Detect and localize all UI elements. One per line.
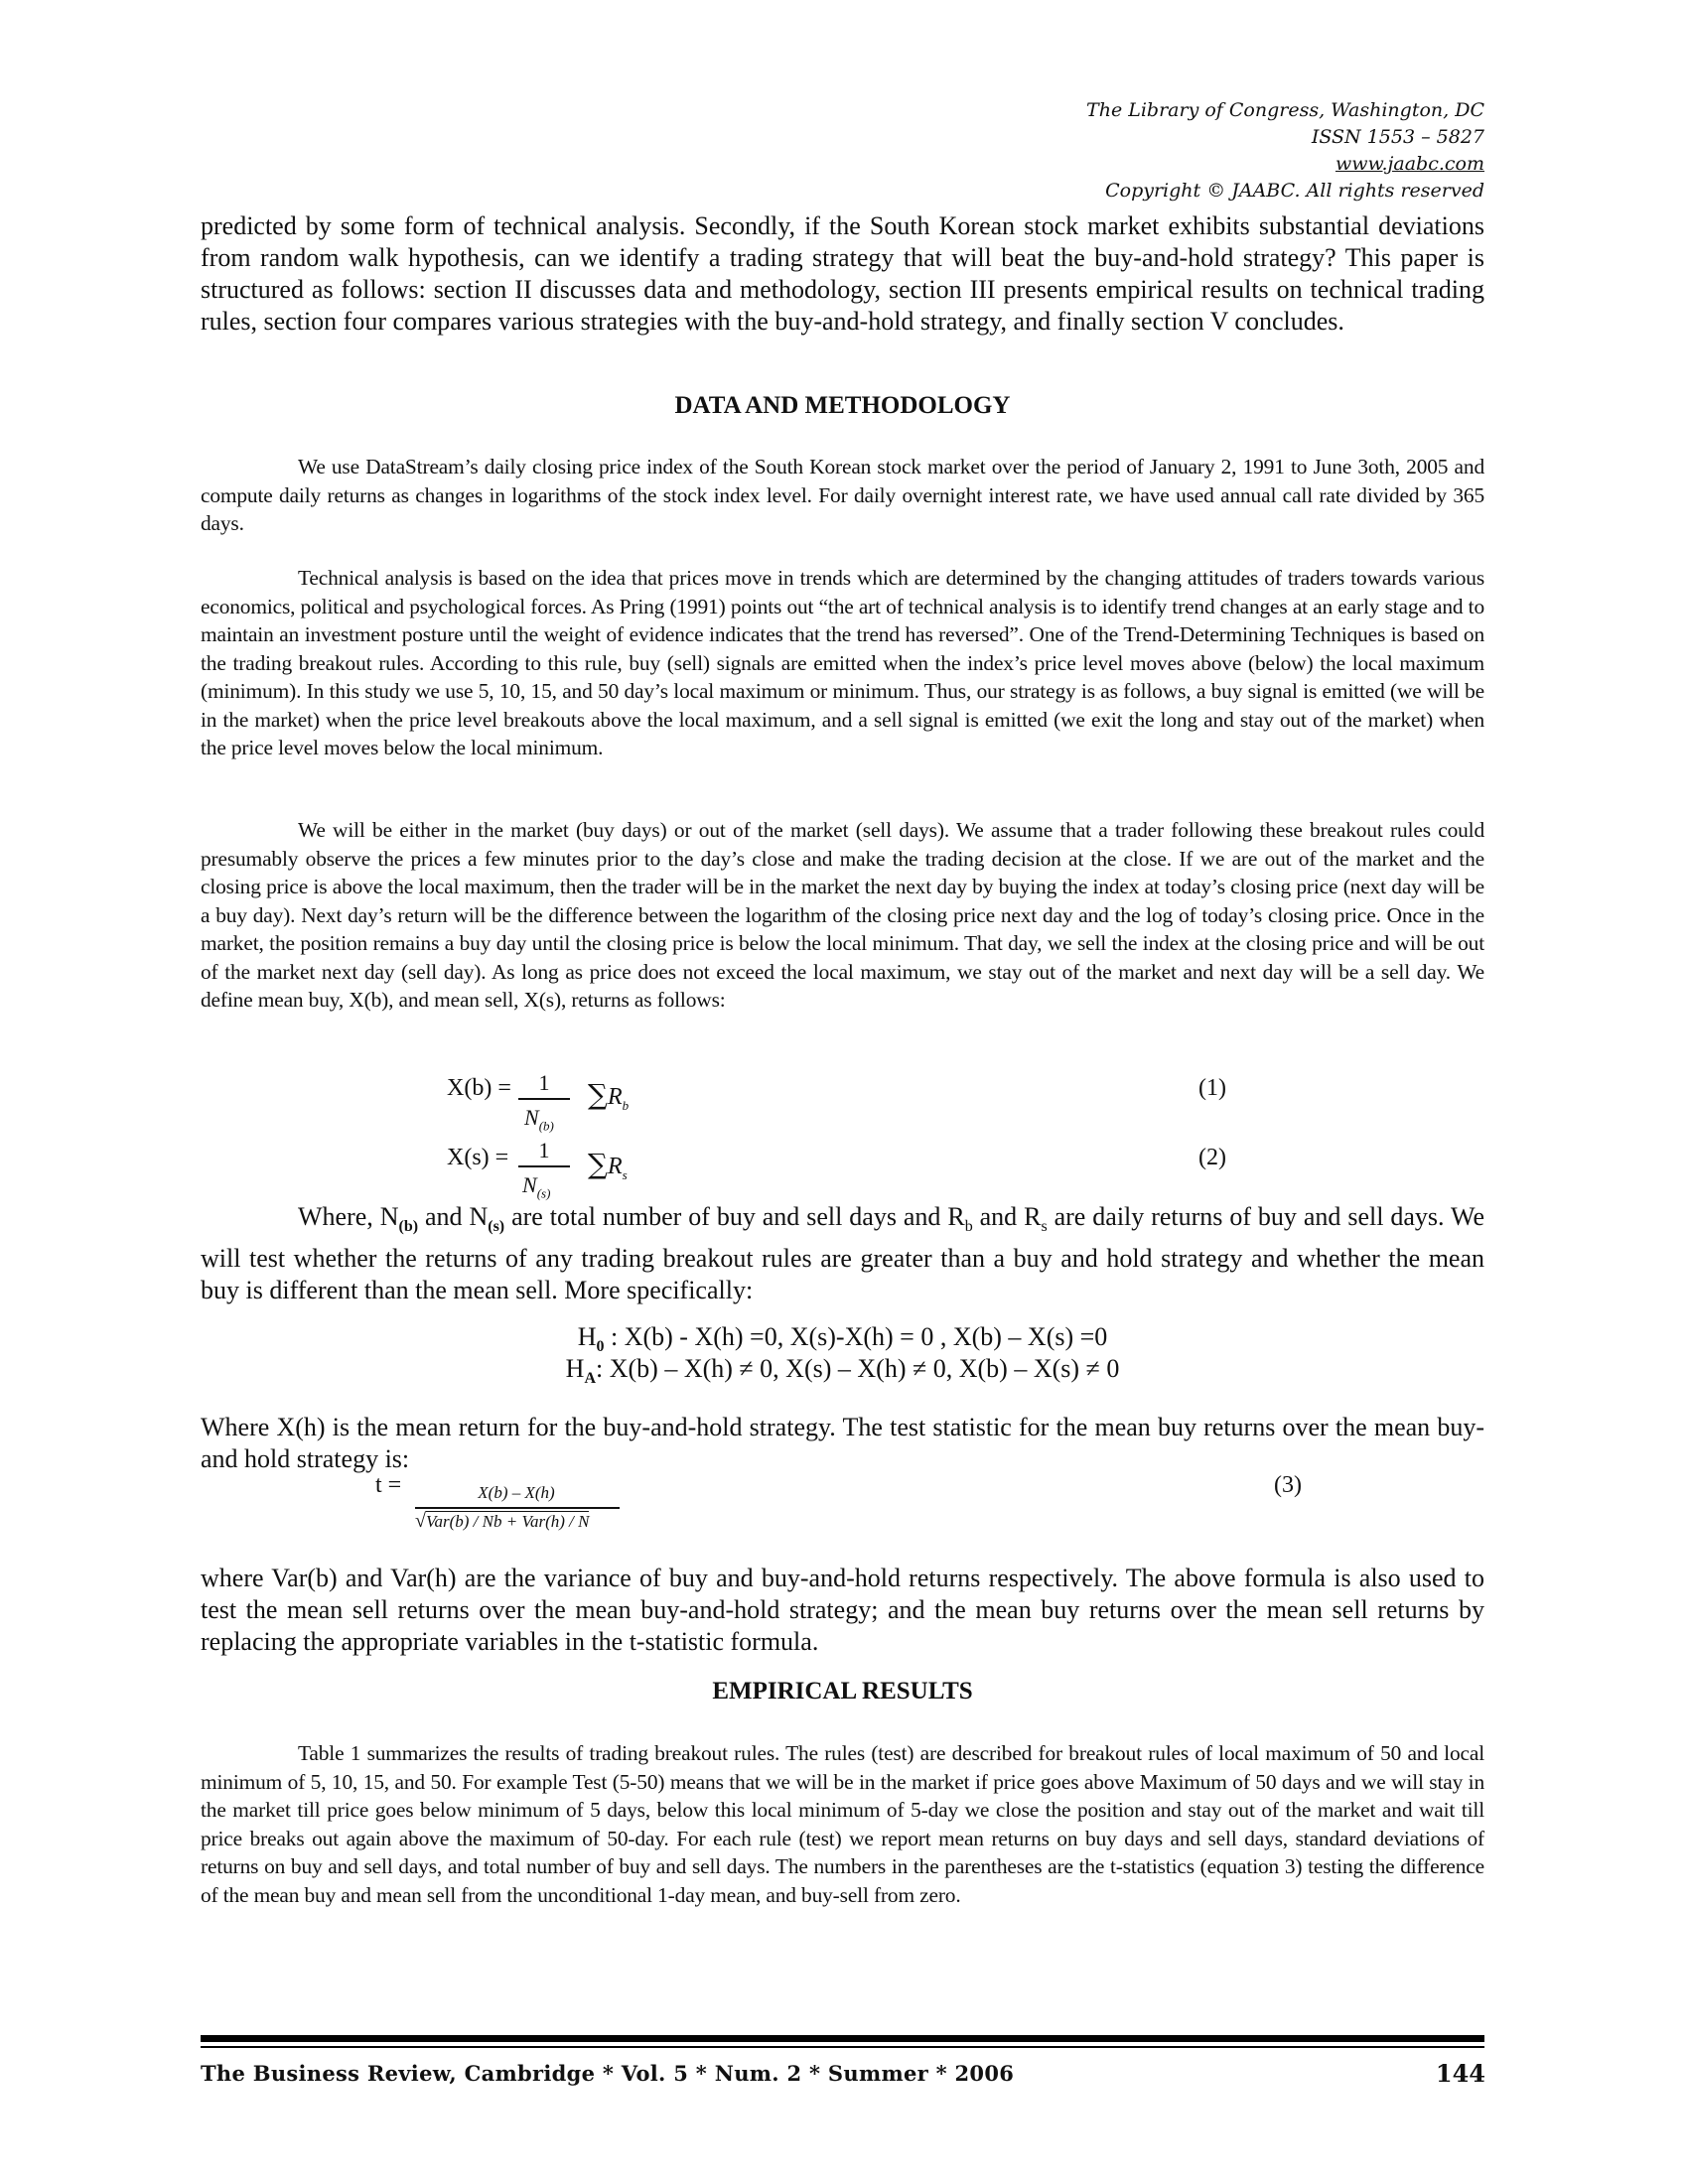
methodology-paragraph-1: We use DataStream’s daily closing price index of the South Korean stock market over the period of January 2, 1991 to June 3oth, 2005 and compute daily returns as changes in logarithms of the stock index level. For daily overnight interest rate, we have used annual call rate divided by 365 days. <box>201 455 1484 535</box>
header-copyright: Copyright © JAABC. All rights reserved <box>1105 180 1484 202</box>
section-heading-empirical-results: EMPIRICAL RESULTS <box>712 1678 973 1705</box>
eq1-lhs: X(b) = <box>447 1075 511 1101</box>
hypothesis-ha: $H_A$: X(b) – X(h) ≠ 0, X(s) – X(h) ≠ 0, X(b) – X(s) ≠ 0 <box>565 1354 1120 1388</box>
header-library: The Library of Congress, Washington, DC <box>1086 99 1484 121</box>
eq2-sum: $\sum R_s$ <box>588 1148 628 1182</box>
eq2-label: (2) <box>1198 1145 1226 1170</box>
eq3-numerator: X(b) – X(h) <box>478 1483 555 1502</box>
empirical-paragraph-1: Table 1 summarizes the results of trading breakout rules. The rules (test) are described for breakout rules of local maximum of 50 and local minimum of 5, 10, 15, and 50. For example Test (5-50) means that we will be in the market if price goes above Maximum of 50 days and we will stay in the market till price goes below minimum of 5 days, below this local minimum of 5-day we close the position and stay out of the market and wait till price breaks out again above the maximum of 50-day. For each rule (test) we report mean returns on buy days and sell days, standard deviations of returns on buy and sell days, and total number of buy and sell days. The numbers in the parentheses are the t-statistics (equation 3) testing the difference of the mean buy and mean sell from the unconditional 1-day mean, and buy-sell from zero. <box>201 1741 1484 1907</box>
eq2-numerator: 1 <box>538 1138 550 1162</box>
eq2-denominator: $N_{(s)}$ <box>522 1172 551 1201</box>
where-paragraph: Where, $N_{(b)}$ and $N_{(s)}$ are total number of buy and sell days and $R_b$ and $R_s$ are daily returns of buy and sell days. We will test whether the returns of any trading breakout rules are greater than a buy and hold strategy and whether the mean buy is different than the mean sell. More specifically: <box>201 1202 1484 1305</box>
footer-journal: The Business Review, Cambridge * Vol. 5 * Num. 2 * Summer * 2006 <box>201 2061 1015 2086</box>
tstat-intro-paragraph: Where X(h) is the mean return for the buy-and-hold strategy. The test statistic for the mean buy returns over the mean buy-and hold strategy is: <box>201 1413 1484 1473</box>
eq1-label: (1) <box>1198 1075 1226 1101</box>
section-heading-data-methodology: DATA AND METHODOLOGY <box>674 392 1011 419</box>
header-website-link[interactable]: www.jaabc.com <box>1335 153 1484 175</box>
eq3-label: (3) <box>1274 1472 1302 1498</box>
methodology-paragraph-3: We will be either in the market (buy days) or out of the market (sell days). We assume that a trader following these breakout rules could presumably observe the prices a few minutes prior to the day’s close and make the trading decision at the close. If we are out of the market and the closing price is above the local maximum, then the trader will be in the market the next day by buying the index at today’s closing price (next day will be a buy day). Next day’s return will be the difference between the logarithm of the closing price next day and the log of today’s closing price. Once in the market, the position remains a buy day until the closing price is below the local minimum. That day, we sell the index at the closing price and will be out of the market next day (sell day). As long as price does not exceed the local maximum, we stay out of the market and next day will be a sell day. We define mean buy, X(b), and mean sell, X(s), returns as follows: <box>201 818 1484 1012</box>
eq1-fraction-bar <box>518 1098 570 1100</box>
eq1-denominator: $N_{(b)}$ <box>524 1105 554 1134</box>
eq2-fraction-bar <box>518 1165 570 1167</box>
eq1-numerator: 1 <box>538 1070 550 1095</box>
eq3-denominator: √Var(b) / Nb + Var(h) / N <box>415 1510 590 1532</box>
eq3-lhs: t = <box>375 1472 402 1498</box>
eq3-fraction-bar <box>415 1507 620 1509</box>
footer-rule-thin <box>201 2046 1484 2048</box>
intro-paragraph: predicted by some form of technical analysis. Secondly, if the South Korean stock market exhibits substantial deviations from random walk hypothesis, can we identify a trading strategy that will beat the buy-and-hold strategy? This paper is structured as follows: section II discusses data and methodology, section III presents empirical results on technical trading rules, section four compares various strategies with the buy-and-hold strategy, and finally section V concludes. <box>201 211 1484 336</box>
tstat-after-paragraph: where Var(b) and Var(h) are the variance of buy and buy-and-hold returns respectively. The above formula is also used to test the mean sell returns over the mean buy-and-hold strategy; and the mean buy returns over the mean sell returns by replacing the appropriate variables in the t-statistic formula. <box>201 1564 1484 1656</box>
header-issn: ISSN 1553 – 5827 <box>1311 126 1484 148</box>
footer-rule-thick <box>201 2035 1484 2042</box>
eq1-sum: $\sum R_b$ <box>588 1078 630 1113</box>
eq2-lhs: X(s) = <box>447 1145 509 1170</box>
footer-page-number: 144 <box>1435 2059 1485 2088</box>
page-header <box>1086 97 1484 205</box>
methodology-paragraph-2: Technical analysis is based on the idea that prices move in trends which are determined by the changing attitudes of traders towards various economics, political and psychological forces. As Pring (1991) points out “the art of technical analysis is to identify trend changes at an early stage and to maintain an investment posture until the weight of evidence indicates that the trend has reversed”. One of the Trend-Determining Techniques is based on the trading breakout rules. According to this rule, buy (sell) signals are emitted when the index’s price level moves above (below) the local maximum (minimum). In this study we use 5, 10, 15, and 50 day’s local maximum or minimum. Thus, our strategy is as follows, a buy signal is emitted (we will be in the market) when the price level breakouts above the local maximum, and a sell signal is emitted (we exit the long and stay out of the market) when the price level moves below the local minimum. <box>201 566 1484 759</box>
hypothesis-h0: $H_0$ : X(b) - X(h) =0, X(s)-X(h) = 0 , X(b) – X(s) =0 <box>577 1322 1108 1356</box>
